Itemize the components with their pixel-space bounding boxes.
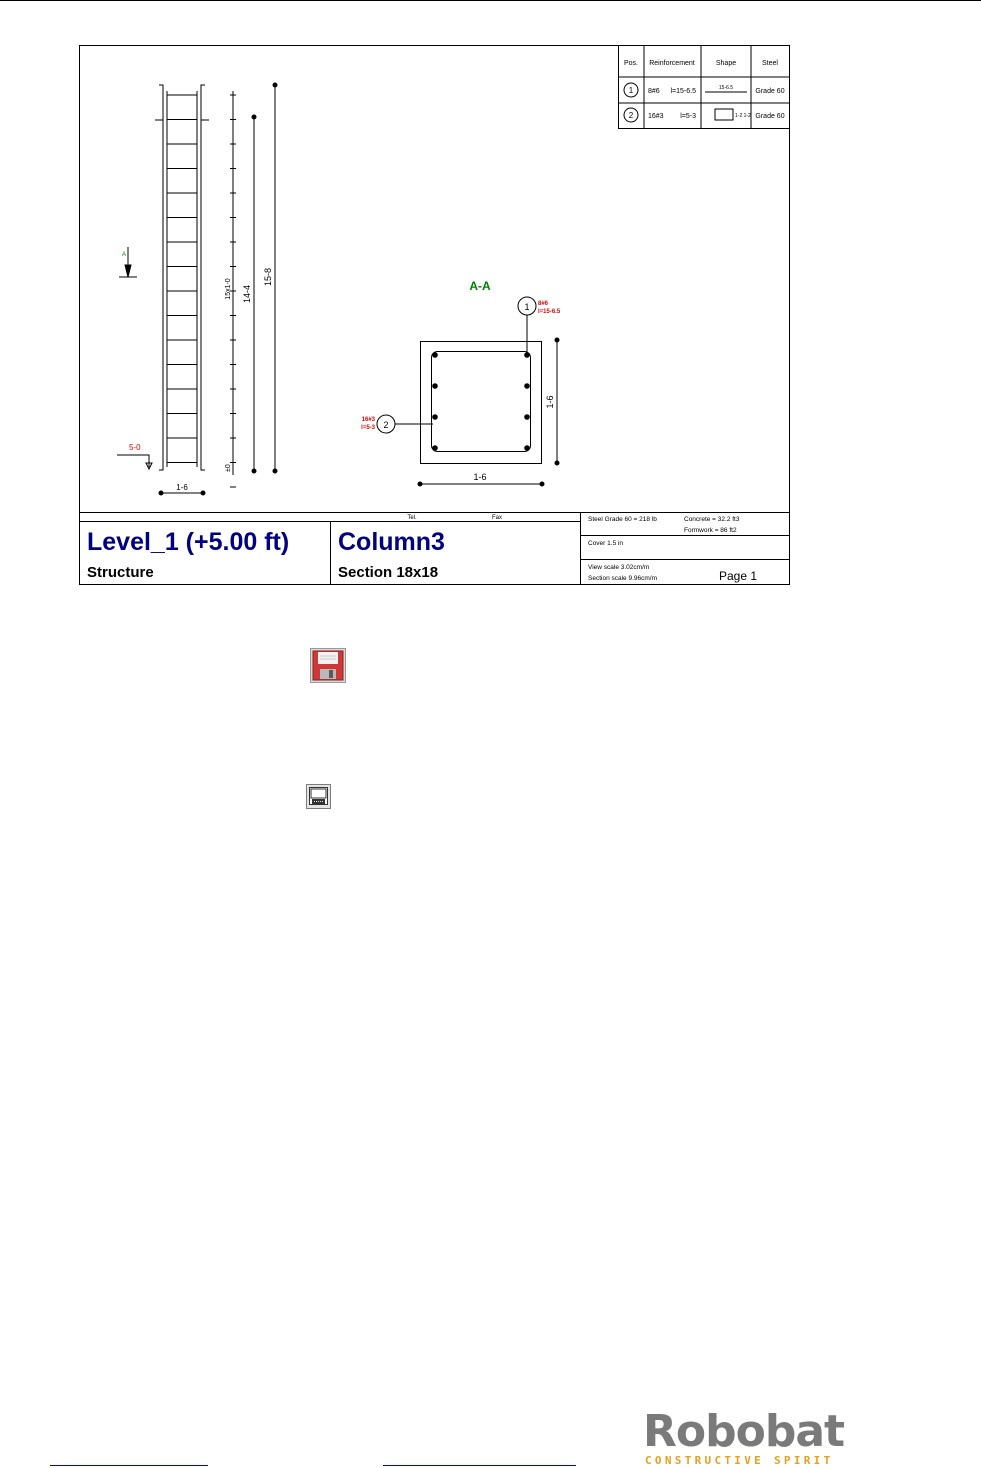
page-header-rule — [0, 0, 981, 1]
column-elevation — [117, 83, 277, 495]
callout-2-number: 2 — [383, 420, 389, 430]
elevation-dim-total: 15-8 — [263, 267, 273, 287]
title-level: Level_1 (+5.00 ft) — [87, 528, 290, 556]
elevation-bottom-dim: ±0 — [225, 464, 232, 472]
drawing-svg — [79, 45, 790, 585]
section-scale: Section scale 9.96cm/m — [588, 575, 658, 582]
table-header-steel: Steel — [762, 60, 778, 67]
table-row1-shape-label: 15-6.5 — [718, 85, 734, 91]
reinforcement-table — [619, 46, 790, 129]
title-block-tel: Tel. — [407, 515, 417, 521]
footer-link-left[interactable] — [50, 1465, 208, 1466]
table-row2-shape-label: 1-2 1-2 — [735, 113, 751, 119]
table-header-shape: Shape — [715, 60, 737, 67]
callout-1-number: 1 — [524, 302, 530, 312]
concrete-quantity: Concrete = 32.2 ft3 — [684, 516, 740, 523]
title-section: Section 18x18 — [338, 564, 439, 581]
table-row2-pos: 2 — [628, 111, 634, 120]
section-mark-label: A — [122, 252, 127, 258]
floppy-disk-red-icon[interactable] — [310, 648, 346, 683]
steel-quantity: Steel Grade 60 = 218 lb — [588, 516, 657, 523]
callout-2-length: l=5-3 — [361, 425, 375, 431]
formwork-quantity: Formwork = 86 ft2 — [684, 527, 737, 534]
logo-tagline: CONSTRUCTIVE SPIRIT — [645, 1454, 834, 1467]
floppy-disk-gray-icon[interactable] — [306, 784, 331, 809]
footer-link-right[interactable] — [383, 1465, 576, 1466]
table-row1-length: l=15-6.5 — [670, 88, 696, 95]
elevation-stirrup-dim: 15x1-0 — [225, 278, 232, 300]
logo-wordmark: Robobat — [643, 1406, 845, 1457]
section-title: A-A — [469, 279, 491, 293]
cover-value: Cover 1.5 in — [588, 540, 624, 547]
title-category: Structure — [87, 564, 154, 581]
page-number: Page 1 — [719, 569, 758, 583]
elevation-dim-mid: 14-4 — [242, 284, 252, 304]
elevation-width-dim: 1-6 — [176, 483, 188, 492]
rebar-dots — [432, 352, 530, 451]
table-row2-length: l=5-3 — [680, 113, 696, 120]
table-header-pos: Pos. — [623, 60, 639, 67]
table-row2-steel: Grade 60 — [755, 113, 785, 120]
callout-1-bar: 8#6 — [538, 301, 549, 307]
table-row2-bar: 16#3 — [648, 113, 664, 120]
level-mark-label: 5-0 — [129, 443, 141, 452]
robobat-logo — [643, 1408, 848, 1468]
stirrup-lines — [167, 95, 197, 463]
section-width-dim: 1-6 — [473, 472, 487, 482]
view-scale: View scale 3.02cm/m — [588, 564, 650, 571]
table-row1-steel: Grade 60 — [755, 88, 785, 95]
title-block-fax: Fax — [491, 515, 503, 521]
column-cross-section — [395, 314, 559, 486]
table-row1-pos: 1 — [628, 86, 634, 95]
table-header-reinforcement: Reinforcement — [649, 60, 695, 67]
title-element: Column3 — [338, 528, 445, 556]
callout-1-length: l=15-6.5 — [538, 309, 561, 315]
drawing-sheet — [79, 45, 790, 585]
callout-2-bar: 16#3 — [361, 417, 375, 423]
section-height-dim: 1-6 — [545, 395, 555, 409]
table-row1-bar: 8#6 — [648, 88, 660, 95]
